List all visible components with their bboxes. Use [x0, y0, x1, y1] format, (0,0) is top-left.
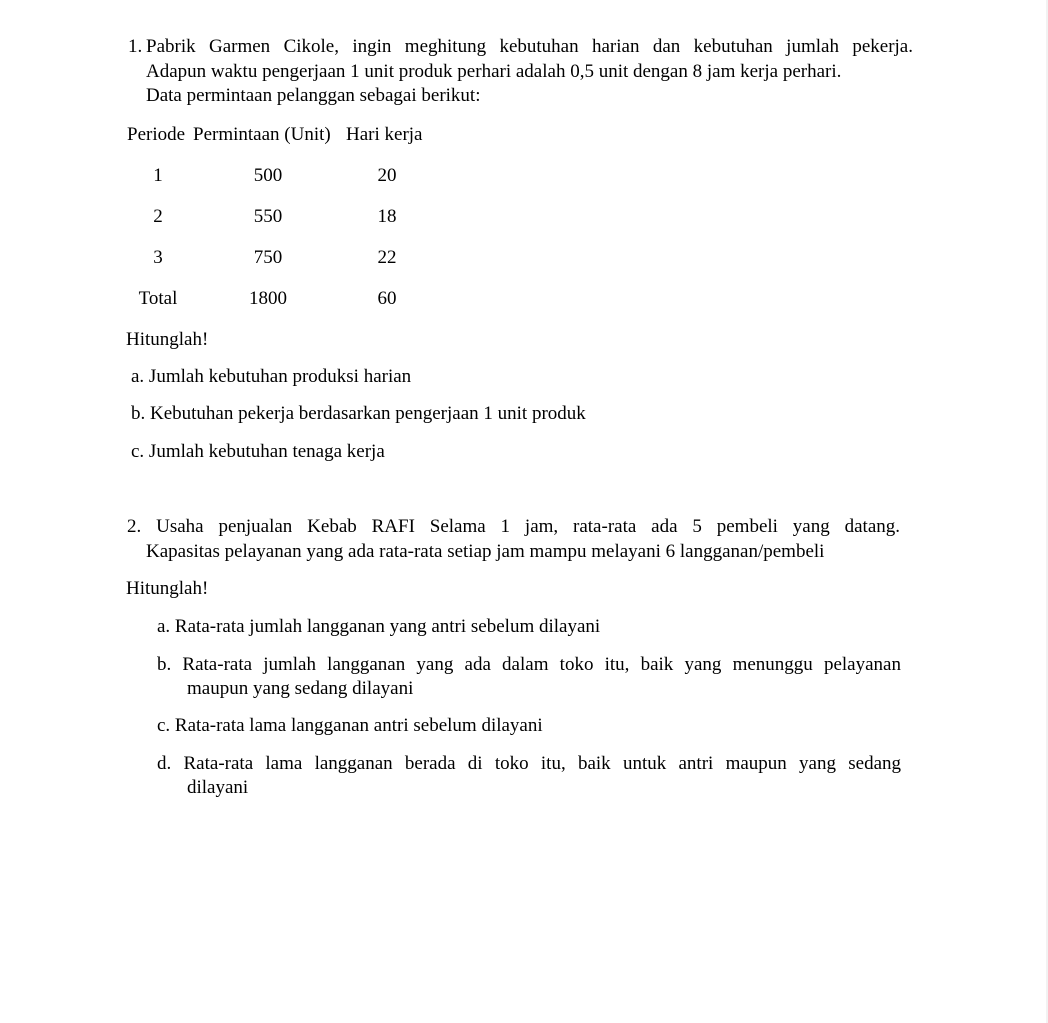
question-2-item-b-line-2: maupun yang sedang dilayani [187, 678, 414, 699]
cell-periode: 2 [153, 206, 163, 227]
question-1-number: 1. [128, 36, 143, 57]
question-1-line-1: Pabrik Garmen Cikole, ingin meghitung kebutuhan harian dan kebutuhan jumlah pekerja. [146, 36, 913, 57]
cell-permintaan: 750 [253, 247, 283, 268]
cell-hari-kerja: 22 [377, 247, 397, 268]
question-1-item-c: c. Jumlah kebutuhan tenaga kerja [131, 441, 385, 462]
question-2-line-2: Kapasitas pelayanan yang ada rata-rata setiap jam mampu melayani 6 langganan/pembeli [146, 541, 825, 562]
question-2-item-d-line-1: d. Rata-rata lama langganan berada di toko itu, baik untuk antri maupun yang sedang [157, 753, 901, 774]
cell-permintaan: 500 [253, 165, 283, 186]
question-2-item-b-line-1: b. Rata-rata jumlah langganan yang ada dalam toko itu, baik yang menunggu pelayanan [157, 654, 901, 675]
cell-hari-kerja: 18 [377, 206, 397, 227]
cell-permintaan: 1800 [249, 288, 287, 309]
question-1-prompt: Hitunglah! [126, 329, 209, 350]
cell-periode: 1 [153, 165, 163, 186]
cell-hari-kerja: 20 [377, 165, 397, 186]
question-1-line-2: Adapun waktu pengerjaan 1 unit produk perhari adalah 0,5 unit dengan 8 jam kerja perhari. [146, 61, 842, 82]
header-periode: Periode [127, 124, 186, 145]
cell-periode: 3 [153, 247, 163, 268]
cell-periode: Total [138, 288, 178, 309]
question-2-line-1: 2. Usaha penjualan Kebab RAFI Selama 1 jam, rata-rata ada 5 pembeli yang datang. [127, 516, 900, 537]
cell-hari-kerja: 60 [377, 288, 397, 309]
question-2-prompt: Hitunglah! [126, 578, 209, 599]
header-hari-kerja: Hari kerja [346, 124, 423, 145]
question-1-item-a: a. Jumlah kebutuhan produksi harian [131, 366, 412, 387]
question-2-item-a: a. Rata-rata jumlah langganan yang antri sebelum dilayani [157, 616, 601, 637]
question-2-item-d-line-2: dilayani [187, 777, 249, 798]
header-permintaan: Permintaan (Unit) [193, 124, 331, 145]
question-2-item-c: c. Rata-rata lama langganan antri sebelum dilayani [157, 715, 543, 736]
question-1-item-b: b. Kebutuhan pekerja berdasarkan pengerjaan 1 unit produk [131, 403, 586, 424]
cell-permintaan: 550 [253, 206, 283, 227]
question-1-line-3: Data permintaan pelanggan sebagai berikut: [146, 85, 481, 106]
